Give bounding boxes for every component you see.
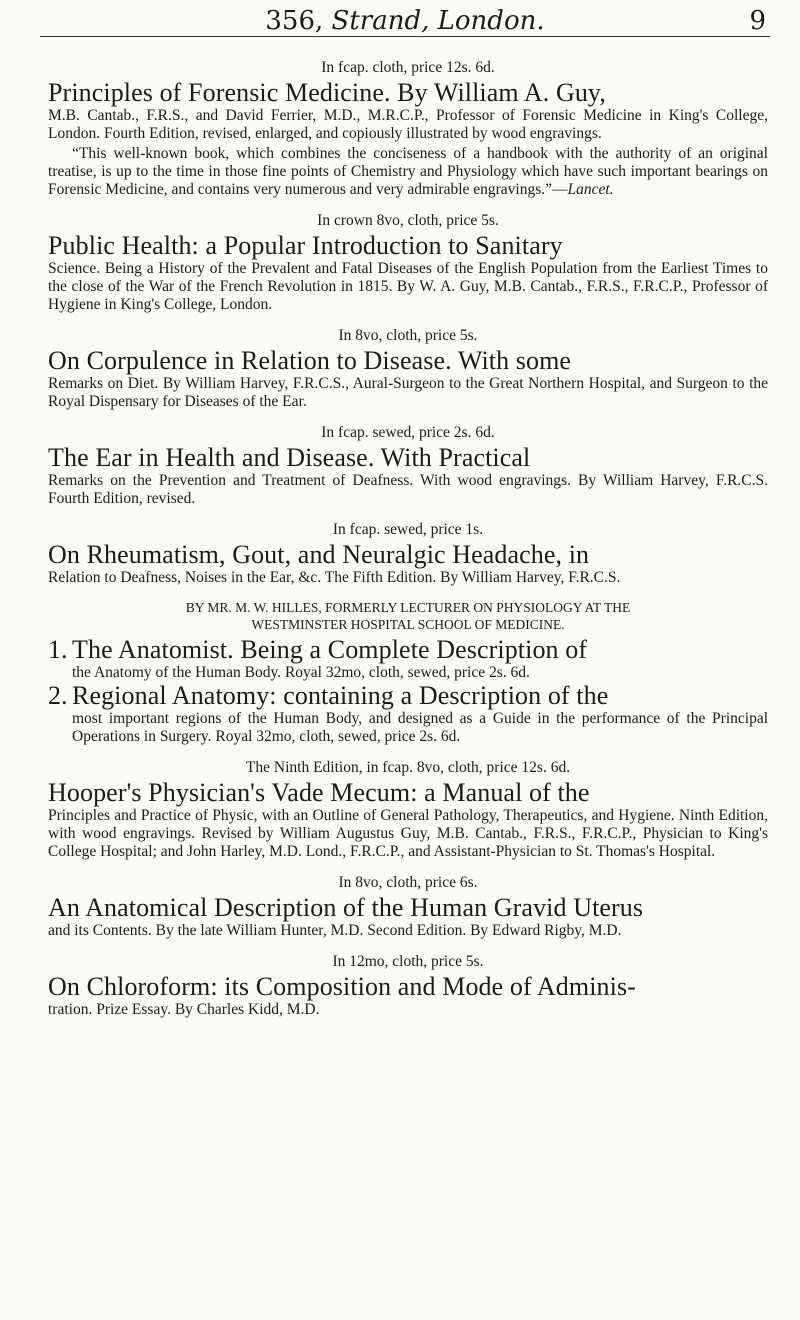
quote-source: Lancet. — [567, 181, 614, 198]
entry-description: Remarks on the Prevention and Treatment of Deafness. With wood engravings. By William Harvey, F.R.C.S. Fourth Edition, revised. — [48, 472, 768, 507]
running-title — [40, 6, 770, 36]
entry-title: The Anatomist. Being a Complete Description of — [72, 635, 588, 664]
book-entry — [48, 520, 768, 587]
entry-title: On Corpulence in Relation to Disease. With some — [48, 346, 572, 375]
book-entry — [48, 423, 768, 508]
entry-title: Principles of Forensic Medicine. By William A. Guy, — [48, 78, 606, 107]
quote-text: “This well-known book, which combines the conciseness of a handbook with the authority of an original treatise, is up to the time in those fine points of Chemistry and Physiology which have such important bearings on Forensic Medicine, and contains very numerous and very admirable engravings.”— — [48, 145, 768, 198]
entry-title: On Rheumatism, Gout, and Neuralgic Headache, in — [48, 540, 590, 569]
entry-title: An Anatomical Description of the Human Gravid Uterus — [48, 893, 644, 922]
page-number: 356, — [265, 6, 324, 36]
author-header-line: BY MR. M. W. HILLES, FORMERLY LECTURER ON PHYSIOLOGY AT THE — [185, 600, 631, 615]
entry-number: 1. — [48, 635, 68, 664]
entry-description: Remarks on Diet. By William Harvey, F.R.C.S., Aural-Surgeon to the Great Northern Hospital, and Surgeon to the Royal Dispensary for Diseases of the Ear. — [48, 375, 768, 410]
entry-title: Public Health: a Popular Introduction to Sanitary — [48, 231, 563, 260]
entry-description: Science. Being a History of the Prevalent and Fatal Diseases of the English Population from the Earliest Times to the close of the War of the French Revolution in 1815. By W. A. Guy, M.B. Cantab., F.R.S., F.R.C.P., Professor of Hygiene in King's College, London. — [48, 260, 768, 313]
entry-format-price: In crown 8vo, cloth, price 5s. — [317, 212, 499, 229]
entry-description: the Anatomy of the Human Body. Royal 32mo, cloth, sewed, price 2s. 6d. — [72, 664, 530, 681]
entry-description: most important regions of the Human Body, and designed as a Guide in the performance of the Principal Operations in Surgery. Royal 32mo, cloth, sewed, price 2s. 6d. — [72, 710, 768, 745]
book-entry — [48, 211, 768, 314]
entry-format-price: In fcap. cloth, price 12s. 6d. — [321, 59, 495, 76]
entry-format-price: In 8vo, cloth, price 5s. — [338, 327, 478, 344]
numbered-book-entry — [48, 636, 768, 682]
entry-description: Relation to Deafness, Noises in the Ear, &c. The Fifth Edition. By William Harvey, F.R.C.S. — [48, 569, 621, 586]
entry-format-price: In 12mo, cloth, price 5s. — [332, 953, 484, 970]
signature-mark: 9 — [749, 6, 766, 36]
entry-description: and its Contents. By the late William Hunter, M.D. Second Edition. By Edward Rigby, M.D. — [48, 922, 622, 939]
entry-format-price: In fcap. sewed, price 2s. 6d. — [321, 424, 495, 441]
entry-title: The Ear in Health and Disease. With Practical — [48, 443, 531, 472]
book-entry — [48, 873, 768, 940]
author-header-line: WESTMINSTER HOSPITAL SCHOOL OF MEDICINE. — [251, 617, 565, 632]
running-head — [40, 6, 770, 37]
entry-description: tration. Prize Essay. By Charles Kidd, M.D. — [48, 1001, 320, 1018]
book-entry — [48, 758, 768, 861]
entry-title: Hooper's Physician's Vade Mecum: a Manual of the — [48, 778, 590, 807]
entry-review-quote — [48, 145, 768, 199]
entry-title: On Chloroform: its Composition and Mode of Adminis- — [48, 972, 636, 1001]
author-group-header — [48, 599, 768, 633]
entry-description: M.B. Cantab., F.R.S., and David Ferrier, M.D., M.R.C.P., Professor of Forensic Medicine in King's College, London. Fourth Edition, revised, enlarged, and copiously illustrated by wood engravings. — [48, 107, 768, 142]
entry-description: Principles and Practice of Physic, with an Outline of General Pathology, Therapeutics, and Hygiene. Ninth Edition, with wood engravings. Revised by William Augustus Guy, M.B. Cantab., F.R.S., F.R.C.P., Physician to King's College Hospital; and John Harley, M.D. Lond., F.R.C.P., and Assistant-Physician to St. Thomas's Hospital. — [48, 807, 768, 860]
author-group-hilles — [48, 599, 768, 746]
entry-format-price: In fcap. sewed, price 1s. — [332, 521, 484, 538]
numbered-book-entry — [48, 682, 768, 746]
entry-format-price: The Ninth Edition, in fcap. 8vo, cloth, price 12s. 6d. — [245, 759, 571, 776]
book-entry — [48, 58, 768, 199]
book-entry — [48, 326, 768, 411]
running-title-strand: Strand, — [331, 6, 430, 36]
book-entry — [48, 952, 768, 1019]
advertisement-list — [48, 58, 768, 1031]
entry-number: 2. — [48, 681, 68, 710]
entry-format-price: In 8vo, cloth, price 6s. — [338, 874, 478, 891]
entry-title: Regional Anatomy: containing a Description of the — [72, 681, 609, 710]
running-title-london: London. — [437, 6, 545, 36]
